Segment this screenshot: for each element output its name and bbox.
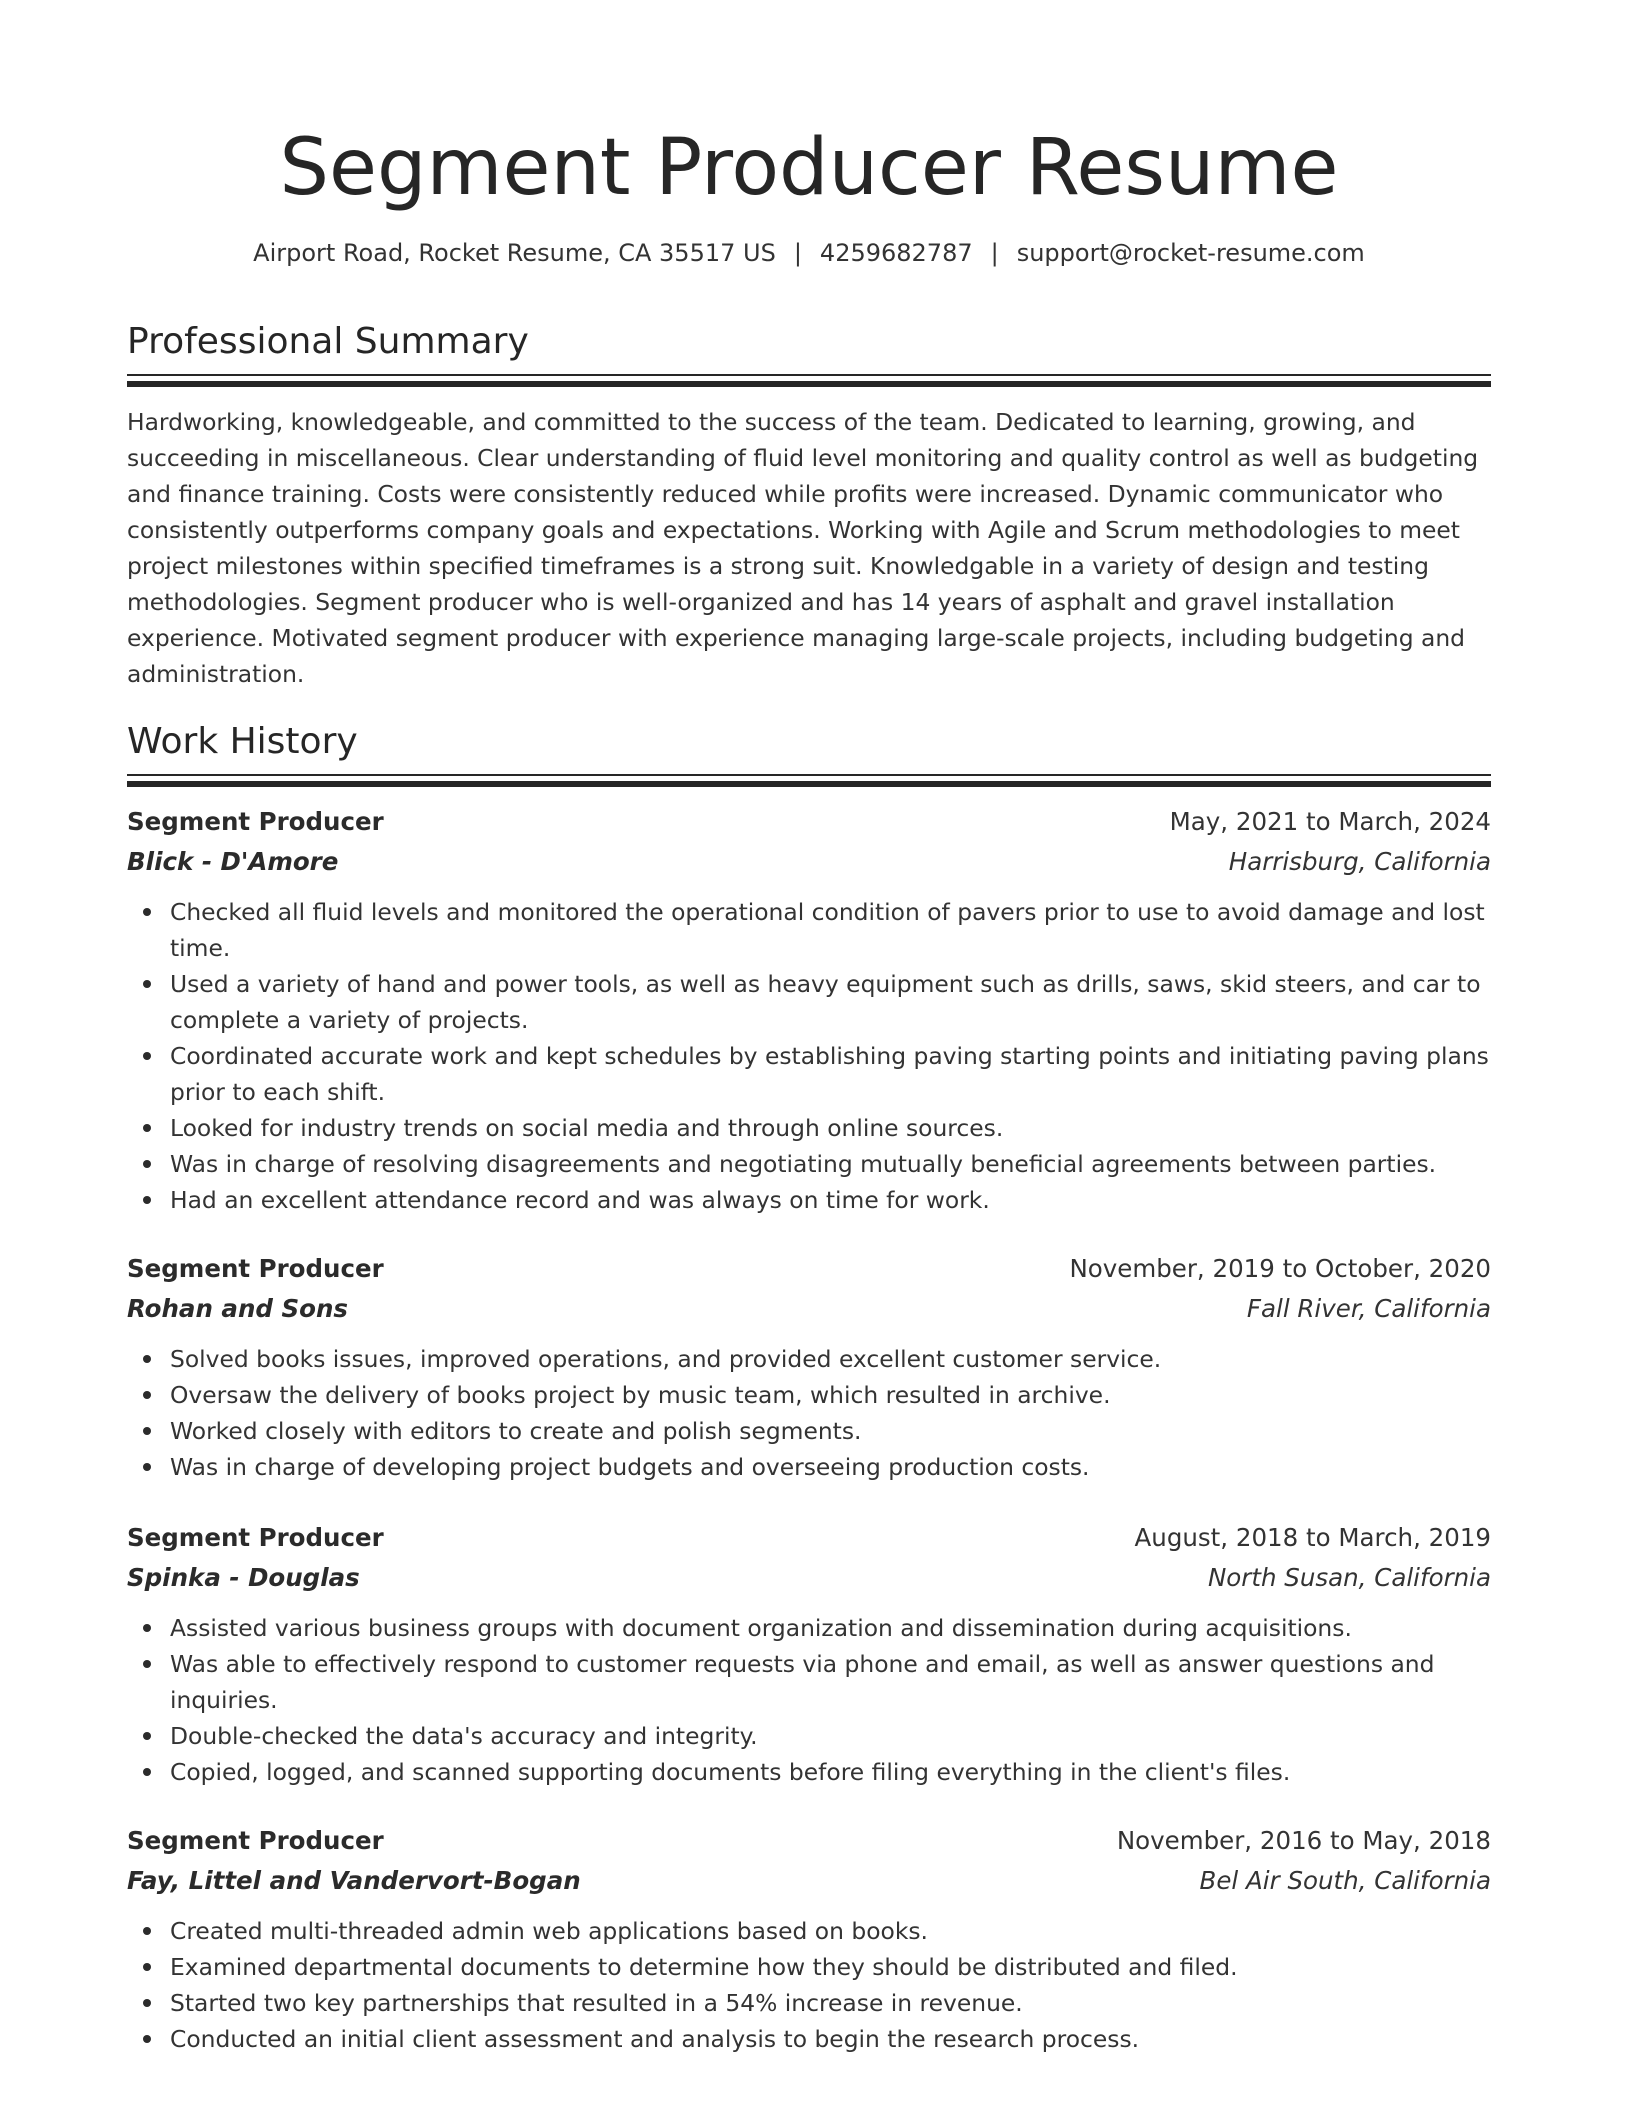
job-header — [127, 1518, 1491, 1558]
list-item: Worked closely with editors to create and polish segments. — [127, 1413, 1491, 1449]
list-item: Checked all fluid levels and monitored the operational condition of pavers prior to use to avoid damage and lost time. — [127, 894, 1491, 966]
summary-text: Hardworking, knowledgeable, and committed to the success of the team. Dedicated to learning, growing, and succeeding in miscellaneous. Clear understanding of fluid level monitoring and quality control as well as budgeting and finance training. Costs were consistently reduced while profits were increased. Dynamic communicator who consistently outperforms company goals and expectations. Working with Agile and Scrum methodologies to meet project milestones within specified timeframes is a strong suit. Knowledgable in a variety of design and testing methodologies. Segment producer who is well-organized and has 14 years of asphalt and gravel installation experience. Motivated segment producer with experience managing large-scale projects, including budgeting and administration. — [127, 408, 1479, 688]
job-dates: November, 2016 to May, 2018 — [1116, 1826, 1491, 1855]
job-entry — [127, 1821, 1491, 2057]
job-location: Bel Air South, California — [1199, 1866, 1491, 1895]
job-title: Segment Producer — [127, 807, 384, 836]
contact-address: Airport Road, Rocket Resume, CA 35517 US — [253, 239, 776, 267]
job-company: Rohan and Sons — [127, 1294, 348, 1323]
job-subheader — [127, 1558, 1491, 1598]
contact-separator: | — [793, 239, 802, 267]
contact-line — [127, 236, 1491, 270]
job-header — [127, 1249, 1491, 1289]
contact-phone: 4259682787 — [819, 239, 973, 267]
section-heading-work: Work History — [127, 721, 358, 762]
job-subheader — [127, 1861, 1491, 1901]
job-entry — [127, 1518, 1491, 1790]
list-item: Copied, logged, and scanned supporting documents before filing everything in the client's files. — [127, 1754, 1491, 1790]
job-header — [127, 1821, 1491, 1861]
list-item: Solved books issues, improved operations, and provided excellent customer service. — [127, 1341, 1491, 1377]
job-subheader — [127, 1289, 1491, 1329]
job-location: Harrisburg, California — [1228, 847, 1491, 876]
list-item: Coordinated accurate work and kept schedules by establishing paving starting points and initiating paving plans prior to each shift. — [127, 1038, 1491, 1110]
job-dates: May, 2021 to March, 2024 — [1169, 807, 1491, 836]
job-bullets — [127, 1610, 1491, 1790]
list-item: Started two key partnerships that resulted in a 54% increase in revenue. — [127, 1985, 1491, 2021]
list-item: Oversaw the delivery of books project by music team, which resulted in archive. — [127, 1377, 1491, 1413]
list-item: Was in charge of developing project budgets and overseeing production costs. — [127, 1449, 1491, 1485]
list-item: Double-checked the data's accuracy and integrity. — [127, 1718, 1491, 1754]
list-item: Was in charge of resolving disagreements and negotiating mutually beneficial agreements between parties. — [127, 1146, 1491, 1182]
page-title: Segment Producer Resume — [279, 123, 1339, 213]
section-heading-summary: Professional Summary — [127, 321, 529, 362]
job-header — [127, 802, 1491, 842]
job-location: Fall River, California — [1246, 1294, 1491, 1323]
list-item: Was able to effectively respond to customer requests via phone and email, as well as answer questions and inquiries. — [127, 1646, 1491, 1718]
list-item: Looked for industry trends on social media and through online sources. — [127, 1110, 1491, 1146]
contact-email[interactable]: support@rocket-resume.com — [1016, 239, 1365, 267]
list-item: Examined departmental documents to determine how they should be distributed and filed. — [127, 1949, 1491, 1985]
section-divider — [127, 774, 1491, 788]
job-title: Segment Producer — [127, 1523, 384, 1552]
list-item: Created multi-threaded admin web applications based on books. — [127, 1913, 1491, 1949]
list-item: Assisted various business groups with document organization and dissemination during acquisitions. — [127, 1610, 1491, 1646]
job-location: North Susan, California — [1207, 1563, 1491, 1592]
list-item: Used a variety of hand and power tools, as well as heavy equipment such as drills, saws, skid steers, and car to complete a variety of projects. — [127, 966, 1491, 1038]
job-company: Fay, Littel and Vandervort-Bogan — [127, 1866, 581, 1895]
job-title: Segment Producer — [127, 1826, 384, 1855]
job-entry — [127, 802, 1491, 1218]
section-divider — [127, 374, 1491, 388]
list-item: Had an excellent attendance record and was always on time for work. — [127, 1182, 1491, 1218]
job-bullets — [127, 894, 1491, 1218]
job-dates: August, 2018 to March, 2019 — [1134, 1523, 1491, 1552]
job-company: Spinka - Douglas — [127, 1563, 360, 1592]
list-item: Conducted an initial client assessment and analysis to begin the research process. — [127, 2021, 1491, 2057]
contact-separator: | — [990, 239, 999, 267]
job-subheader — [127, 842, 1491, 882]
job-title: Segment Producer — [127, 1254, 384, 1283]
job-bullets — [127, 1913, 1491, 2057]
job-company: Blick - D'Amore — [127, 847, 339, 876]
job-dates: November, 2019 to October, 2020 — [1069, 1254, 1491, 1283]
job-entry — [127, 1249, 1491, 1485]
job-bullets — [127, 1341, 1491, 1485]
